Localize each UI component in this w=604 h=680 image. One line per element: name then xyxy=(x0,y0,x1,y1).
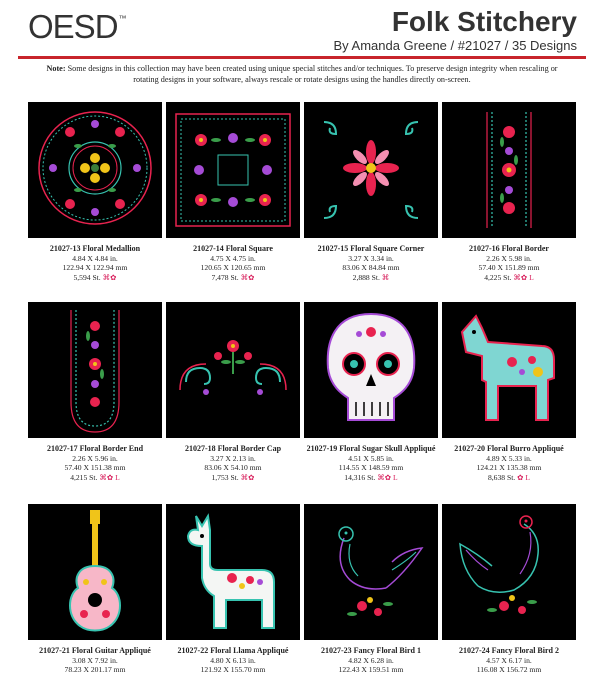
fancy-floral-bird-1-image xyxy=(304,504,438,640)
design-caption xyxy=(166,444,300,482)
design-size-in: 3.27 X 2.13 in. xyxy=(210,453,256,463)
design-stitches: 1,753 St. xyxy=(211,472,239,482)
logo-trademark: ™ xyxy=(118,14,126,23)
floral-border-end-image xyxy=(28,302,162,438)
design-name: 21027-20 Floral Burro Appliqué xyxy=(454,444,564,453)
logo-text: OESD xyxy=(28,8,118,45)
design-card[interactable] xyxy=(28,504,162,675)
collection-title: Folk Stitchery xyxy=(391,6,577,37)
design-size-mm: 83.06 X 54.10 mm xyxy=(204,463,262,473)
design-symbols: ⌘✿ L xyxy=(513,272,534,282)
design-card[interactable] xyxy=(442,102,576,282)
note-text: Some designs in this collection may have been created using unique special stitches and/or techniques. To preserve design integrity when rescaling or rotating designs in your software, always rescale or rotate designs using the handles directly on-screen. xyxy=(67,64,558,84)
design-size-mm: 120.65 X 120.65 mm xyxy=(200,263,266,273)
design-size-mm: 114.55 X 148.59 mm xyxy=(338,463,404,473)
floral-border-cap-image xyxy=(166,302,300,438)
oesd-logo xyxy=(28,8,125,46)
design-caption xyxy=(304,646,438,675)
floral-sugar-skull-image xyxy=(304,302,438,438)
floral-burro-image xyxy=(442,302,576,438)
design-size-mm: 116.08 X 156.72 mm xyxy=(476,665,542,675)
design-caption xyxy=(166,646,300,675)
design-size-mm: 57.40 X 151.38 mm xyxy=(64,463,126,473)
design-size-in: 2.26 X 5.98 in. xyxy=(486,253,532,263)
design-size-in: 4.82 X 6.28 in. xyxy=(348,655,394,665)
design-name: 21027-21 Floral Guitar Appliqué xyxy=(39,646,151,655)
floral-llama-image xyxy=(166,504,300,640)
fancy-floral-bird-2-image xyxy=(442,504,576,640)
design-name: 21027-22 Floral Llama Appliqué xyxy=(177,646,289,655)
design-card[interactable] xyxy=(304,102,438,282)
design-caption xyxy=(442,244,576,282)
design-name: 21027-15 Floral Square Corner xyxy=(317,244,425,253)
design-card[interactable] xyxy=(166,302,300,482)
design-size-mm: 78.23 X 201.17 mm xyxy=(64,665,126,675)
design-size-in: 4.57 X 6.17 in. xyxy=(486,655,532,665)
design-card[interactable] xyxy=(304,504,438,675)
design-card[interactable] xyxy=(28,302,162,482)
design-caption xyxy=(28,244,162,282)
design-caption xyxy=(304,444,438,482)
design-card[interactable] xyxy=(304,302,438,482)
design-caption xyxy=(442,646,576,675)
collection-subtitle: By Amanda Greene / #21027 / 35 Designs xyxy=(333,38,577,53)
note-label: Note: xyxy=(46,64,66,73)
design-stitches: 14,316 St. xyxy=(344,472,376,482)
header-divider xyxy=(18,56,586,59)
design-size-mm: 122.43 X 159.51 mm xyxy=(338,665,404,675)
design-name: 21027-16 Floral Border xyxy=(469,244,549,253)
design-name: 21027-18 Floral Border Cap xyxy=(184,444,282,453)
design-card[interactable] xyxy=(28,102,162,282)
design-size-mm: 83.06 X 84.84 mm xyxy=(342,263,400,273)
design-name: 21027-23 Fancy Floral Bird 1 xyxy=(321,646,421,655)
design-size-in: 4.80 X 6.13 in. xyxy=(210,655,256,665)
design-size-in: 4.84 X 4.84 in. xyxy=(72,253,118,263)
design-name: 21027-24 Fancy Floral Bird 2 xyxy=(459,646,559,655)
design-name: 21027-19 Floral Sugar Skull Appliqué xyxy=(306,444,436,453)
design-stitches: 8,638 St. xyxy=(487,472,516,482)
design-symbols: ✿ L xyxy=(517,472,531,482)
design-size-mm: 57.40 X 151.89 mm xyxy=(478,263,540,273)
design-symbols: ⌘✿ L xyxy=(99,472,120,482)
design-symbols: ⌘✿ xyxy=(240,472,255,482)
design-caption xyxy=(442,444,576,482)
design-size-mm: 122.94 X 122.94 mm xyxy=(62,263,128,273)
design-caption xyxy=(28,444,162,482)
design-symbols: ⌘✿ L xyxy=(377,472,398,482)
design-card[interactable] xyxy=(166,504,300,675)
floral-medallion-image xyxy=(28,102,162,238)
design-name: 21027-13 Floral Medallion xyxy=(49,244,141,253)
floral-border-image xyxy=(442,102,576,238)
design-stitches: 5,594 St. xyxy=(73,272,101,282)
design-card[interactable] xyxy=(166,102,300,282)
design-card[interactable] xyxy=(442,302,576,482)
design-stitches: 4,225 St. xyxy=(484,272,512,282)
design-size-in: 2.26 X 5.96 in. xyxy=(72,453,118,463)
design-size-in: 3.08 X 7.92 in. xyxy=(72,655,118,665)
design-caption xyxy=(166,244,300,282)
design-size-in: 4.89 X 5.33 in. xyxy=(486,453,532,463)
design-symbols: ⌘✿ xyxy=(102,272,117,282)
note-paragraph xyxy=(36,64,568,85)
design-stitches: 7,478 St. xyxy=(211,272,239,282)
design-size-mm: 124.21 X 135.38 mm xyxy=(476,463,542,473)
design-symbols: ⌘✿ xyxy=(240,272,255,282)
design-name: 21027-17 Floral Border End xyxy=(46,444,144,453)
design-name: 21027-14 Floral Square xyxy=(193,244,273,253)
design-size-in: 3.27 X 3.34 in. xyxy=(348,253,394,263)
design-stitches: 4,215 St. xyxy=(70,472,98,482)
design-card[interactable] xyxy=(442,504,576,675)
floral-square-corner-image xyxy=(304,102,438,238)
design-symbols: ⌘ xyxy=(381,272,390,282)
design-size-in: 4.51 X 5.85 in. xyxy=(348,453,394,463)
design-caption xyxy=(28,646,162,675)
floral-square-image xyxy=(166,102,300,238)
design-size-mm: 121.92 X 155.70 mm xyxy=(200,665,266,675)
floral-guitar-image xyxy=(28,504,162,640)
design-size-in: 4.75 X 4.75 in. xyxy=(210,253,256,263)
design-caption xyxy=(304,244,438,282)
design-stitches: 2,888 St. xyxy=(352,272,380,282)
